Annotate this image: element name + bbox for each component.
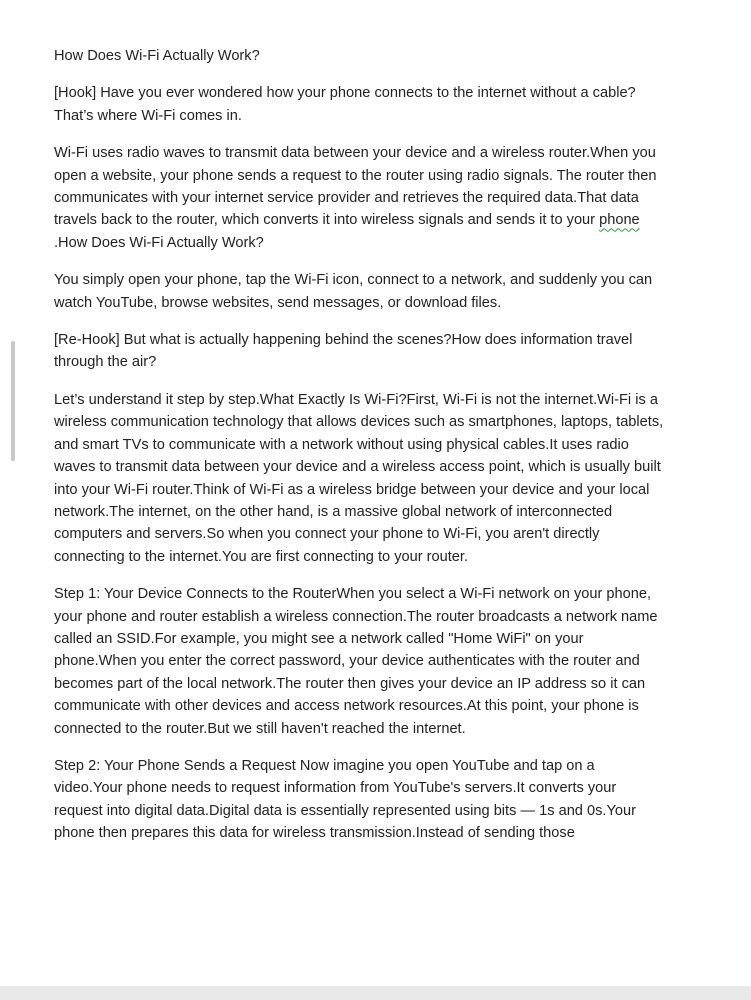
spellcheck-flagged-word[interactable]: phone <box>599 212 640 229</box>
rehook-paragraph: [Re-Hook] But what is actually happening behind the scenes?How does information travel through the air? <box>54 332 633 371</box>
step-1-paragraph: Step 1: Your Device Connects to the RouterWhen you select a Wi-Fi network on your phone, your phone and router establish a wireless connection.The router broadcasts a network name called an SSID.For example, you might see a network called "Home WiFi" on your phone.When you enter the correct password, your device authenticates with the router and becomes part of the local network.The router then gives your device an IP address so it can communicate with other devices and access network resources.At this point, your phone is connected to the router.But we still haven't reached the internet. <box>54 586 658 737</box>
document-body[interactable] <box>54 45 666 860</box>
what-is-wifi-paragraph: Let’s understand it step by step.What Exactly Is Wi-Fi?First, Wi-Fi is not the internet.Wi-Fi is a wireless communication technology that allows devices such as smartphones, laptops, tablets, and smart TVs to communicate with a network without using physical cables.It uses radio waves to transmit data between your device and a wireless access point, which is usually built into your Wi-Fi router.Think of Wi-Fi as a wireless bridge between your device and your local network.The internet, on the other hand, is a massive global network of interconnected computers and servers.So when you connect your phone to Wi-Fi, you aren't directly connecting to the internet.You are first connecting to your router. <box>54 391 664 565</box>
document-title: How Does Wi-Fi Actually Work? <box>54 48 260 64</box>
intro-paragraph <box>54 142 666 254</box>
intro-text-end: .How Does Wi-Fi Actually Work? <box>54 234 264 251</box>
intro-text-start: Wi-Fi uses radio waves to transmit data between your device and a wireless router.When you open a website, your phone sends a request to the router using radio signals. The router then communicates with your internet service provider and retrieves the required data.That data travels back to the router, which converts it into wireless signals and sends it to your <box>54 145 657 229</box>
bottom-bar <box>0 986 751 1000</box>
usage-paragraph: You simply open your phone, tap the Wi-Fi icon, connect to a network, and suddenly you can watch YouTube, browse websites, send messages, or download files. <box>54 272 653 311</box>
hook-paragraph: [Hook] Have you ever wondered how your phone connects to the internet without a cable?That’s where Wi-Fi comes in. <box>54 85 636 124</box>
step-2-paragraph: Step 2: Your Phone Sends a Request Now imagine you open YouTube and tap on a video.Your phone needs to request information from YouTube's servers.It converts your request into digital data.Digital data is essentially represented using bits — 1s and 0s.Your phone then prepares this data for wireless transmission.Instead of sending those <box>54 757 636 842</box>
scrollbar-thumb[interactable] <box>11 341 15 461</box>
